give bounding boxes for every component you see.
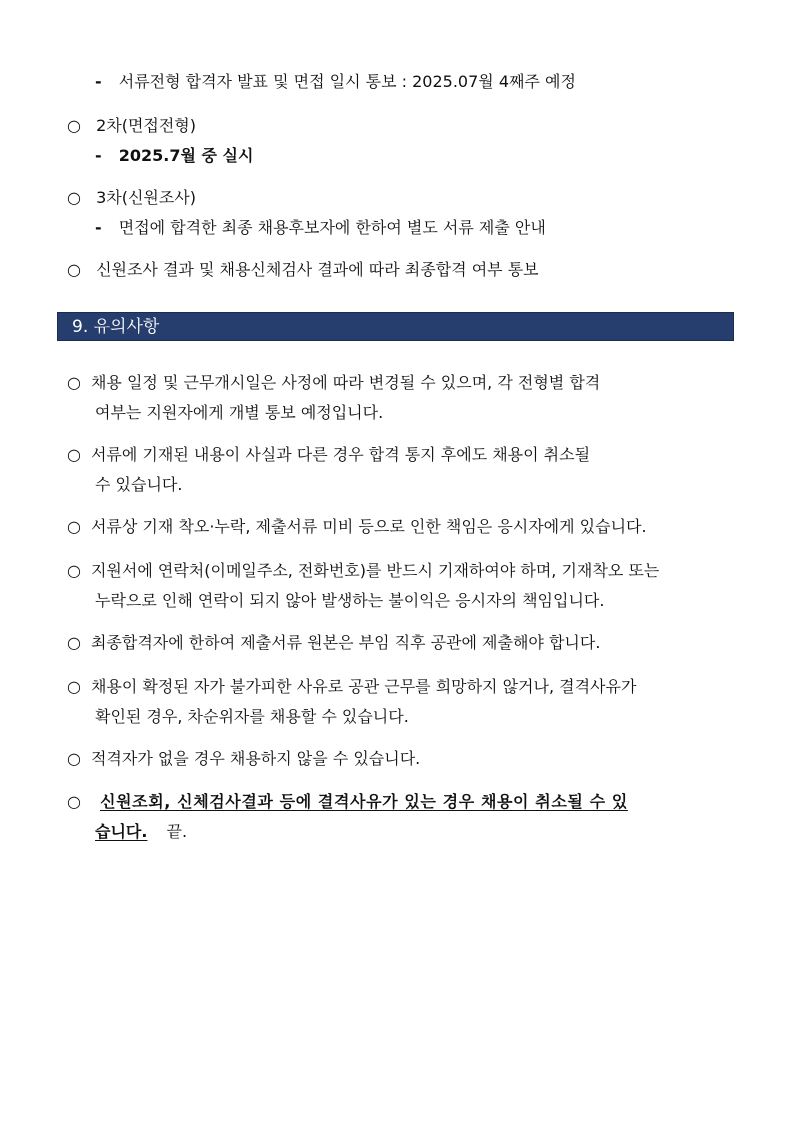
final-notice: 신원조사 결과 및 채용신체검사 결과에 따라 최종합격 여부 통보 (96, 260, 539, 279)
round3-detail-row (95, 217, 546, 239)
notice-item (67, 560, 659, 582)
section-header-bar (57, 312, 734, 341)
bullet-marker: ○ (67, 792, 81, 811)
notice-item (67, 372, 600, 394)
bullet-marker: ○ (67, 677, 81, 696)
round3-title: 3차(신원조사) (96, 188, 197, 207)
dash-marker: - (95, 146, 102, 165)
notice-item-line2: 확인된 경우, 차순위자를 채용할 수 있습니다. (95, 707, 409, 726)
notice-item (67, 632, 600, 654)
round3-detail: 면접에 합격한 최종 채용후보자에 한하여 별도 서류 제출 안내 (118, 218, 546, 237)
last-item-line2 (95, 821, 187, 843)
bullet-marker: ○ (67, 116, 81, 135)
dash-marker: - (95, 72, 102, 91)
dash-marker: - (95, 218, 102, 237)
notice-item-line1: 최종합격자에 한하여 제출서류 원본은 부임 직후 공관에 제출해야 합니다. (90, 633, 601, 652)
notice-item-line2: 누락으로 인해 연락이 되지 않아 발생하는 불이익은 응시자의 책임입니다. (95, 591, 605, 610)
bullet-marker: ○ (67, 260, 81, 279)
notice-item-line1: 지원서에 연락처(이메일주소, 전화번호)를 반드시 기재하여야 하며, 기재착오 또는 (90, 561, 660, 580)
notice-item-line1: 서류상 기재 착오·누락, 제출서류 미비 등으로 인한 책임은 응시자에게 있습니다. (90, 517, 647, 536)
bullet-marker: ○ (67, 517, 81, 536)
last-item-text: 신원조회, 신체검사결과 등에 결격사유가 있는 경우 채용이 취소될 수 있 (100, 792, 628, 811)
last-item-text-end: 습니다. (95, 822, 148, 841)
round2-title: 2차(면접전형) (96, 116, 197, 135)
bullet-marker: ○ (67, 561, 81, 580)
notice-item-line2: 여부는 지원자에게 개별 통보 예정입니다. (95, 403, 384, 422)
notice-item-line2: 수 있습니다. (95, 475, 183, 494)
bullet-marker: ○ (67, 633, 81, 652)
schedule-doc-announce-row (95, 71, 576, 93)
bullet-marker: ○ (67, 749, 81, 768)
section-title: 9. 유의사항 (72, 317, 160, 337)
notice-item (67, 676, 636, 698)
final-notice-row (67, 259, 539, 281)
round3-title-row (67, 187, 196, 209)
notice-item (67, 444, 590, 466)
notice-item-line1: 서류에 기재된 내용이 사실과 다른 경우 합격 통지 후에도 채용이 취소될 (90, 445, 591, 464)
round2-detail: 2025.7월 중 실시 (118, 146, 254, 165)
bullet-marker: ○ (67, 373, 81, 392)
round2-title-row (67, 115, 196, 137)
bullet-marker: ○ (67, 445, 81, 464)
schedule-doc-announce: 서류전형 합격자 발표 및 면접 일시 통보 : 2025.07월 4째주 예정 (118, 72, 576, 91)
end-mark: 끝. (166, 822, 188, 841)
notice-item-line1: 적격자가 없을 경우 채용하지 않을 수 있습니다. (90, 749, 421, 768)
notice-item (67, 748, 420, 770)
round2-detail-row (95, 145, 253, 167)
bullet-marker: ○ (67, 188, 81, 207)
notice-item-line1: 채용 일정 및 근무개시일은 사정에 따라 변경될 수 있으며, 각 전형별 합격 (90, 373, 601, 392)
last-item-line1 (67, 791, 628, 813)
notice-item-line1: 채용이 확정된 자가 불가피한 사유로 공관 근무를 희망하지 않거나, 결격사유가 (90, 677, 637, 696)
notice-item (67, 516, 647, 538)
